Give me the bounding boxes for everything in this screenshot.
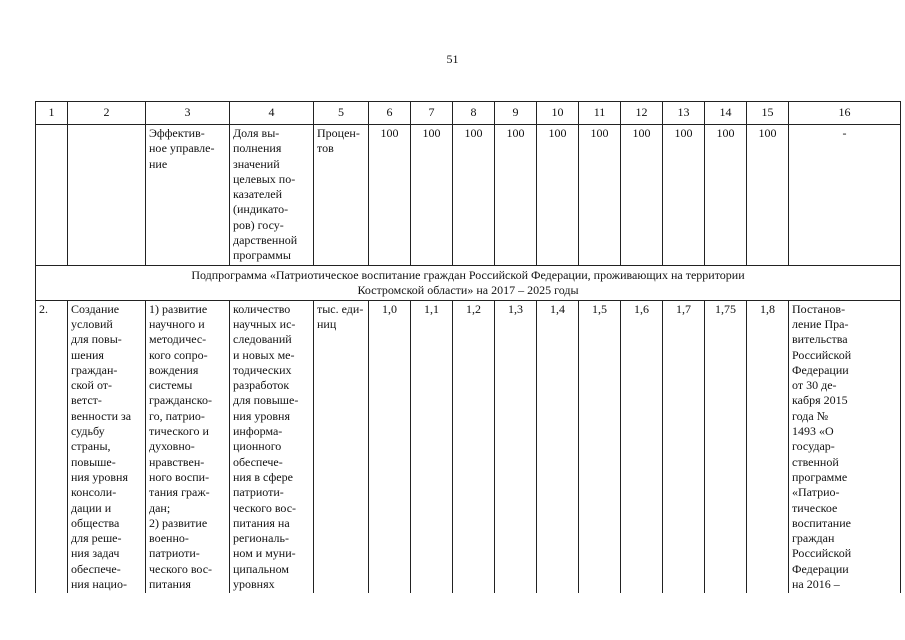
header-cell: 8 <box>453 102 495 125</box>
header-cell: 3 <box>146 102 230 125</box>
indicator-cell: Доля вы- полнения значений целевых по- казателей (индикато- ров) госу- дарственной программы <box>230 125 314 266</box>
value-cell: 1,3 <box>495 300 537 593</box>
goal-cell <box>68 125 146 266</box>
unit-cell: тыс. еди- ниц <box>314 300 369 593</box>
header-cell: 15 <box>747 102 789 125</box>
value-cell: 1,7 <box>663 300 705 593</box>
value-cell: 1,75 <box>705 300 747 593</box>
value-cell: 100 <box>495 125 537 266</box>
indicator-cell: количество научных ис- следований и новых ме- тодических разработок для повыше- ния уровня информа- ционного обеспече- ния в сфере патриоти- ческого вос- питания на региональ- ном и муни- ципальном уровнях <box>230 300 314 593</box>
subprogram-title: Подпрограмма «Патриотическое воспитание граждан Российской Федерации, проживающих на территории Костромской области» на 2017 – 2025 годы <box>36 265 901 300</box>
value-cell: 100 <box>747 125 789 266</box>
header-cell: 9 <box>495 102 537 125</box>
task-cell: 1) развитие научного и методичес- кого сопро- вождения системы гражданско- го, патрио- тического и духовно- нравствен- ного воспи- тания граж- дан; 2) развитие военно- патриоти- ческого вос- питания <box>146 300 230 593</box>
value-cell: 100 <box>411 125 453 266</box>
row-number-cell: 2. <box>36 300 68 593</box>
value-cell: 100 <box>621 125 663 266</box>
table-row <box>36 125 901 266</box>
header-cell: 4 <box>230 102 314 125</box>
row-number-cell <box>36 125 68 266</box>
value-cell: 1,2 <box>453 300 495 593</box>
legal-basis-cell: - <box>789 125 901 266</box>
header-cell: 7 <box>411 102 453 125</box>
legal-basis-cell: Постанов- ление Пра- вительства Российской Федерации от 30 де- кабря 2015 года № 1493 «О государ- ственной программе «Патрио- тическое воспитание граждан Российской Федерации на 2016 – <box>789 300 901 593</box>
table-row <box>36 300 901 593</box>
value-cell: 1,1 <box>411 300 453 593</box>
unit-cell: Процен- тов <box>314 125 369 266</box>
value-cell: 100 <box>663 125 705 266</box>
header-cell: 5 <box>314 102 369 125</box>
header-row <box>36 102 901 125</box>
value-cell: 1,6 <box>621 300 663 593</box>
value-cell: 100 <box>453 125 495 266</box>
value-cell: 1,0 <box>369 300 411 593</box>
header-cell: 2 <box>68 102 146 125</box>
header-cell: 14 <box>705 102 747 125</box>
value-cell: 100 <box>369 125 411 266</box>
value-cell: 100 <box>579 125 621 266</box>
header-cell: 12 <box>621 102 663 125</box>
value-cell: 1,4 <box>537 300 579 593</box>
header-cell: 6 <box>369 102 411 125</box>
task-cell: Эффектив- ное управле- ние <box>146 125 230 266</box>
program-indicators-table <box>35 101 901 593</box>
header-cell: 10 <box>537 102 579 125</box>
value-cell: 100 <box>537 125 579 266</box>
header-cell: 16 <box>789 102 901 125</box>
header-cell: 13 <box>663 102 705 125</box>
page-number: 51 <box>446 52 459 66</box>
value-cell: 1,5 <box>579 300 621 593</box>
value-cell: 100 <box>705 125 747 266</box>
goal-cell: Создание условий для повы- шения граждан- ской от- ветст- венности за судьбу страны, повыше- ния уровня консоли- дации и общества для реше- ния задач обеспече- ния нацио- <box>68 300 146 593</box>
value-cell: 1,8 <box>747 300 789 593</box>
header-cell: 11 <box>579 102 621 125</box>
subprogram-row <box>36 265 901 300</box>
header-cell: 1 <box>36 102 68 125</box>
